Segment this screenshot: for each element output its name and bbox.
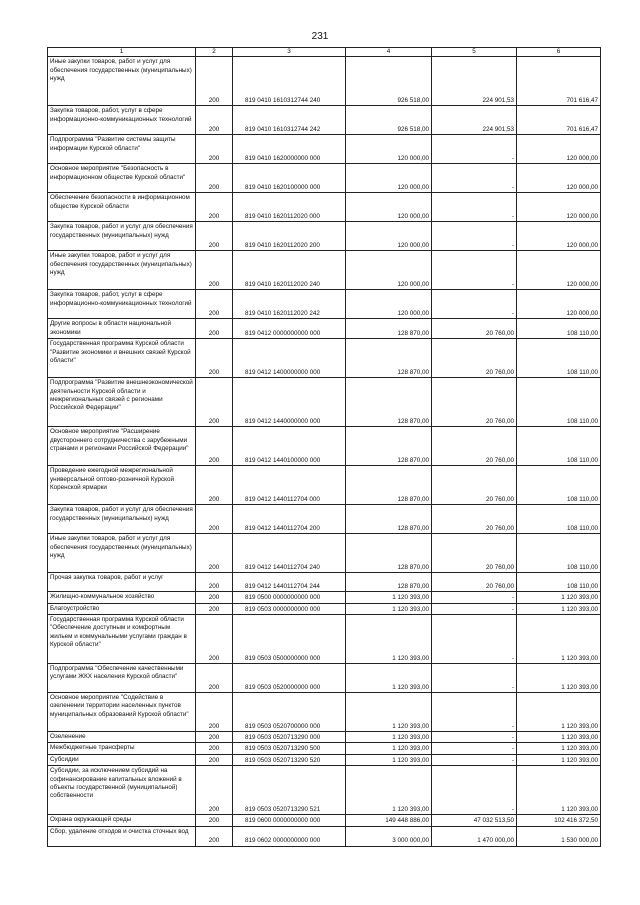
table-row <box>48 57 601 106</box>
row-value-col5: - <box>432 732 517 743</box>
row-value-col6: 1 120 393,00 <box>517 754 601 765</box>
row-value-col5: 20 760,00 <box>432 339 517 378</box>
row-value-col4: 120 000,00 <box>346 193 432 222</box>
row-name: Иные закупки товаров, работ и услуг для обеспечения государственных (муниципальных) нужд <box>48 534 196 573</box>
header-col-1: 1 <box>48 48 196 57</box>
table-row <box>48 766 601 815</box>
row-value-col6: 1 120 393,00 <box>517 615 601 664</box>
row-classification-code: 819 0503 0520713290 521 <box>233 766 346 815</box>
header-col-5: 5 <box>432 48 517 57</box>
row-code-col2: 200 <box>196 743 233 754</box>
table-row <box>48 505 601 534</box>
row-code-col2: 200 <box>196 57 233 106</box>
row-classification-code: 819 0412 1400000000 000 <box>233 339 346 378</box>
row-code-col2: 200 <box>196 603 233 614</box>
row-value-col6: 108 110,00 <box>517 427 601 466</box>
row-classification-code: 819 0503 0520713290 520 <box>233 754 346 765</box>
row-name: Жилищно-коммунальное хозяйство <box>48 592 196 603</box>
row-name: Основное мероприятие "Расширение двустороннего сотрудничества с зарубежными странами и регионами Российской Федерации" <box>48 427 196 466</box>
table-header <box>48 48 601 57</box>
row-classification-code: 819 0410 1620100000 000 <box>233 164 346 193</box>
row-classification-code: 819 0412 0000000000 000 <box>233 319 346 339</box>
row-name: Иные закупки товаров, работ и услуг для обеспечения государственных (муниципальных) нужд <box>48 251 196 290</box>
row-value-col6: 1 120 393,00 <box>517 743 601 754</box>
row-value-col4: 128 870,00 <box>346 534 432 573</box>
row-classification-code: 819 0410 1620112020 200 <box>233 222 346 251</box>
row-value-col6: 108 110,00 <box>517 378 601 427</box>
row-classification-code: 819 0600 0000000000 000 <box>233 815 346 826</box>
table-row <box>48 106 601 135</box>
row-name: Основное мероприятие "Содействие в озеленении территории населенных пунктов муниципальных образований Курской области" <box>48 693 196 732</box>
row-value-col6: 1 120 393,00 <box>517 693 601 732</box>
row-code-col2: 200 <box>196 427 233 466</box>
table-row <box>48 466 601 505</box>
row-value-col6: 108 110,00 <box>517 534 601 573</box>
row-value-col6: 108 110,00 <box>517 339 601 378</box>
table-row <box>48 573 601 592</box>
row-name: Субсидии, за исключением субсидий на софинансирование капитальных вложений в объекты государственной (муниципальной) собственности <box>48 766 196 815</box>
row-value-col5: - <box>432 664 517 693</box>
table-row <box>48 193 601 222</box>
row-code-col2: 200 <box>196 378 233 427</box>
row-name: Подпрограмма "Развитие системы защиты информации Курской области" <box>48 135 196 164</box>
row-value-col4: 3 000 000,00 <box>346 826 432 846</box>
row-value-col6: 108 110,00 <box>517 505 601 534</box>
row-value-col4: 120 000,00 <box>346 290 432 319</box>
row-value-col5: - <box>432 743 517 754</box>
row-classification-code: 819 0410 1620112020 242 <box>233 290 346 319</box>
table-row <box>48 603 601 614</box>
row-value-col4: 1 120 393,00 <box>346 754 432 765</box>
row-value-col4: 128 870,00 <box>346 505 432 534</box>
table-row <box>48 427 601 466</box>
row-value-col6: 1 120 393,00 <box>517 603 601 614</box>
row-name: Государственная программа Курской области "Развитие экономики и внешних связей Курской области" <box>48 339 196 378</box>
row-code-col2: 200 <box>196 135 233 164</box>
row-value-col4: 1 120 393,00 <box>346 732 432 743</box>
row-value-col4: 120 000,00 <box>346 164 432 193</box>
table-row <box>48 164 601 193</box>
header-col-6: 6 <box>517 48 601 57</box>
row-name: Закупка товаров, работ, услуг в сфере информационно-коммуникационных технологий <box>48 106 196 135</box>
row-value-col4: 128 870,00 <box>346 339 432 378</box>
row-classification-code: 819 0410 1610312744 242 <box>233 106 346 135</box>
row-value-col5: 224 901,53 <box>432 57 517 106</box>
row-value-col5: 47 032 513,50 <box>432 815 517 826</box>
row-name: Субсидии <box>48 754 196 765</box>
table-row <box>48 615 601 664</box>
row-value-col5: - <box>432 754 517 765</box>
row-value-col4: 1 120 393,00 <box>346 603 432 614</box>
row-name: Закупка товаров, работ, услуг в сфере информационно-коммуникационных технологий <box>48 290 196 319</box>
row-value-col6: 120 000,00 <box>517 290 601 319</box>
table-row <box>48 378 601 427</box>
table-row <box>48 815 601 826</box>
row-value-col6: 701 616,47 <box>517 106 601 135</box>
row-code-col2: 200 <box>196 319 233 339</box>
row-value-col5: 20 760,00 <box>432 466 517 505</box>
row-value-col6: 1 120 393,00 <box>517 592 601 603</box>
row-value-col4: 120 000,00 <box>346 251 432 290</box>
row-value-col6: 1 120 393,00 <box>517 664 601 693</box>
table-row <box>48 534 601 573</box>
budget-table <box>47 47 601 847</box>
row-value-col4: 1 120 393,00 <box>346 766 432 815</box>
row-code-col2: 200 <box>196 466 233 505</box>
table-row <box>48 319 601 339</box>
row-classification-code: 819 0410 1620112020 000 <box>233 193 346 222</box>
row-value-col5: 20 760,00 <box>432 573 517 592</box>
row-name: Межбюджетные трансферты <box>48 743 196 754</box>
row-value-col6: 108 110,00 <box>517 319 601 339</box>
row-value-col5: - <box>432 615 517 664</box>
row-name: Благоустройство <box>48 603 196 614</box>
table-row <box>48 664 601 693</box>
row-name: Иные закупки товаров, работ и услуг для обеспечения государственных (муниципальных) нужд <box>48 57 196 106</box>
row-classification-code: 819 0500 0000000000 000 <box>233 592 346 603</box>
row-value-col5: - <box>432 592 517 603</box>
row-code-col2: 200 <box>196 592 233 603</box>
row-classification-code: 819 0503 0520700000 000 <box>233 693 346 732</box>
row-value-col6: 108 110,00 <box>517 573 601 592</box>
row-code-col2: 200 <box>196 251 233 290</box>
row-code-col2: 200 <box>196 339 233 378</box>
row-code-col2: 200 <box>196 290 233 319</box>
row-name: Проведение ежегодной межрегиональной универсальной оптово-розничной Курской Коренской ярмарки <box>48 466 196 505</box>
table-body <box>48 57 601 846</box>
row-value-col6: 701 616,47 <box>517 57 601 106</box>
row-name: Озеленение <box>48 732 196 743</box>
table-row <box>48 339 601 378</box>
row-name: Обеспечение безопасности в информационном обществе Курской области <box>48 193 196 222</box>
row-name: Основное мероприятие "Безопасность в информационном обществе Курской области" <box>48 164 196 193</box>
row-value-col6: 120 000,00 <box>517 164 601 193</box>
row-value-col4: 1 120 393,00 <box>346 615 432 664</box>
row-classification-code: 819 0412 1440112704 200 <box>233 505 346 534</box>
table-row <box>48 754 601 765</box>
row-name: Прочая закупка товаров, работ и услуг <box>48 573 196 592</box>
row-value-col4: 926 518,00 <box>346 57 432 106</box>
row-code-col2: 200 <box>196 693 233 732</box>
row-value-col4: 926 518,00 <box>346 106 432 135</box>
row-classification-code: 819 0412 1440112704 000 <box>233 466 346 505</box>
row-code-col2: 200 <box>196 826 233 846</box>
row-name: Закупка товаров, работ и услуг для обеспечения государственных (муниципальных) нужд <box>48 222 196 251</box>
row-value-col5: 20 760,00 <box>432 319 517 339</box>
row-code-col2: 200 <box>196 766 233 815</box>
row-value-col6: 120 000,00 <box>517 251 601 290</box>
table-row <box>48 135 601 164</box>
row-classification-code: 819 0503 0000000000 000 <box>233 603 346 614</box>
row-value-col5: - <box>432 693 517 732</box>
table-row <box>48 743 601 754</box>
row-name: Государственная программа Курской области "Обеспечение доступным и комфортным жильем и коммунальными услугами граждан в Курской области" <box>48 615 196 664</box>
row-value-col4: 120 000,00 <box>346 135 432 164</box>
row-value-col5: - <box>432 603 517 614</box>
row-value-col5: 20 760,00 <box>432 505 517 534</box>
row-value-col6: 120 000,00 <box>517 193 601 222</box>
row-value-col4: 128 870,00 <box>346 573 432 592</box>
row-value-col6: 108 110,00 <box>517 466 601 505</box>
row-classification-code: 819 0503 0520000000 000 <box>233 664 346 693</box>
page-number: 231 <box>311 31 329 42</box>
row-name: Другие вопросы в области национальной экономики <box>48 319 196 339</box>
row-code-col2: 200 <box>196 534 233 573</box>
row-name: Охрана окружающей среды <box>48 815 196 826</box>
table-row <box>48 290 601 319</box>
row-value-col5: 20 760,00 <box>432 378 517 427</box>
row-code-col2: 200 <box>196 222 233 251</box>
row-value-col4: 120 000,00 <box>346 222 432 251</box>
row-value-col5: 20 760,00 <box>432 534 517 573</box>
row-classification-code: 819 0503 0520713290 500 <box>233 743 346 754</box>
row-classification-code: 819 0412 1440100000 000 <box>233 427 346 466</box>
table-row <box>48 592 601 603</box>
row-value-col5: - <box>432 193 517 222</box>
row-value-col4: 1 120 393,00 <box>346 592 432 603</box>
row-code-col2: 200 <box>196 815 233 826</box>
row-name: Закупка товаров, работ и услуг для обеспечения государственных (муниципальных) нужд <box>48 505 196 534</box>
row-classification-code: 819 0412 1440112704 244 <box>233 573 346 592</box>
row-code-col2: 200 <box>196 106 233 135</box>
row-code-col2: 200 <box>196 732 233 743</box>
table-row <box>48 826 601 846</box>
row-code-col2: 200 <box>196 754 233 765</box>
row-code-col2: 200 <box>196 505 233 534</box>
table-row <box>48 693 601 732</box>
row-value-col6: 1 120 393,00 <box>517 766 601 815</box>
row-value-col5: - <box>432 251 517 290</box>
row-classification-code: 819 0410 1620112020 240 <box>233 251 346 290</box>
row-value-col4: 128 870,00 <box>346 378 432 427</box>
row-value-col4: 1 120 393,00 <box>346 693 432 732</box>
header-col-4: 4 <box>346 48 432 57</box>
row-value-col4: 1 120 393,00 <box>346 743 432 754</box>
table-row <box>48 222 601 251</box>
row-value-col4: 128 870,00 <box>346 427 432 466</box>
row-value-col5: - <box>432 164 517 193</box>
row-code-col2: 200 <box>196 615 233 664</box>
header-col-2: 2 <box>196 48 233 57</box>
row-value-col5: - <box>432 290 517 319</box>
row-value-col5: 1 470 000,00 <box>432 826 517 846</box>
row-name: Подпрограмма "Развитие внешнеэкономической деятельности Курской области и межрегиональных связей с регионами Российской Федерации" <box>48 378 196 427</box>
row-value-col5: - <box>432 766 517 815</box>
row-code-col2: 200 <box>196 164 233 193</box>
row-name: Сбор, удаление отходов и очистка сточных вод <box>48 826 196 846</box>
row-value-col5: - <box>432 222 517 251</box>
row-value-col4: 1 120 393,00 <box>346 664 432 693</box>
row-value-col6: 102 416 372,50 <box>517 815 601 826</box>
table-row <box>48 251 601 290</box>
row-classification-code: 819 0410 1610312744 240 <box>233 57 346 106</box>
row-value-col5: - <box>432 135 517 164</box>
row-classification-code: 819 0412 1440000000 000 <box>233 378 346 427</box>
header-col-3: 3 <box>233 48 346 57</box>
row-classification-code: 819 0503 0520713290 000 <box>233 732 346 743</box>
row-value-col4: 128 870,00 <box>346 319 432 339</box>
table-row <box>48 732 601 743</box>
row-value-col5: 224 901,53 <box>432 106 517 135</box>
row-value-col4: 149 448 886,00 <box>346 815 432 826</box>
row-value-col6: 1 530 000,00 <box>517 826 601 846</box>
row-value-col4: 128 870,00 <box>346 466 432 505</box>
row-value-col6: 120 000,00 <box>517 135 601 164</box>
row-value-col6: 1 120 393,00 <box>517 732 601 743</box>
row-name: Подпрограмма "Обеспечение качественными услугами ЖКХ населения Курской области" <box>48 664 196 693</box>
row-value-col5: 20 760,00 <box>432 427 517 466</box>
row-classification-code: 819 0503 0500000000 000 <box>233 615 346 664</box>
row-code-col2: 200 <box>196 193 233 222</box>
row-classification-code: 819 0410 1620000000 000 <box>233 135 346 164</box>
row-code-col2: 200 <box>196 664 233 693</box>
row-classification-code: 819 0602 0000000000 000 <box>233 826 346 846</box>
row-value-col6: 120 000,00 <box>517 222 601 251</box>
row-classification-code: 819 0412 1440112704 240 <box>233 534 346 573</box>
row-code-col2: 200 <box>196 573 233 592</box>
